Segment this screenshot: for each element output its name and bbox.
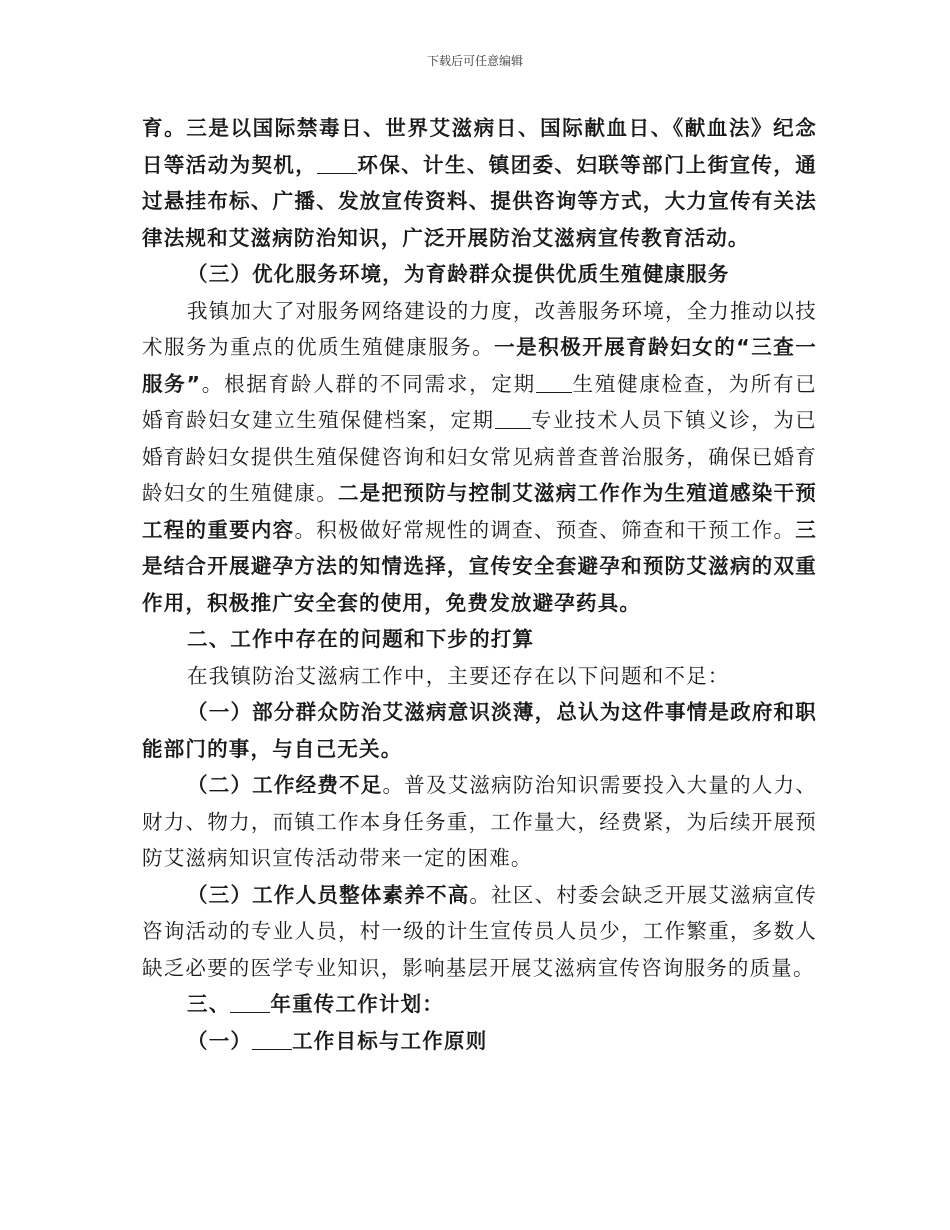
paragraph-problems-intro	[142, 658, 817, 695]
text-segment: 。社区、村委会缺乏开展艾滋病宣传咨询活动的专业人员，村一级的计生宣传员人员少，工作繁重，多数人缺乏必要的医学专业知识，影响基层开展艾滋病宣传咨询服务的质量。	[142, 882, 817, 980]
paragraph-service-network	[142, 293, 817, 622]
text-segment: 专业技术人员下镇义诊，为已婚育龄妇女提供生殖保健咨询和妇女常见病普查普治服务，确保已婚育龄妇女的生殖健康。	[142, 408, 817, 505]
page-header: 下载后可任意编辑	[426, 54, 523, 68]
bold-text-segment: （一）部分群众防治艾滋病意识淡薄，总认为这件事情是政府和职能部门的事，与自己无关。	[142, 700, 817, 761]
fill-in-blank	[536, 372, 572, 393]
paragraph-problem-awareness	[142, 694, 817, 767]
bold-text-segment: 工作目标与工作原则	[292, 1028, 488, 1053]
fill-in-blank	[230, 992, 270, 1013]
fill-in-blank	[317, 153, 357, 174]
text-segment: 。普及艾滋病防治知识需要投入大量的人力、财力、物力，而镇工作本身任务重，工作量大，经费紧，为后续开展预防艾滋病知识宣传活动带来一定的困难。	[142, 773, 817, 870]
bold-text-segment: 三、	[187, 992, 231, 1016]
section-heading-work-plan	[142, 986, 817, 1023]
paragraph-problem-staff	[142, 877, 817, 987]
document-body	[142, 110, 817, 1059]
bold-text-segment: 一是积极开展育龄妇女的“三查一服务”	[142, 335, 817, 396]
text-segment: 。根据育龄人群的不同需求，定期	[201, 371, 536, 396]
text-segment: 。积极做好常规性的调查、预查、筛查和干预工作。	[294, 517, 796, 542]
bold-text-segment: 环保、计生、镇团委、妇联等部门上街宣传，通过悬挂布标、广播、发放宣传资料、提供咨询等方式，大力宣传有关法律法规和艾滋病防治知识，广泛开展防治艾滋病宣传教育活动。	[142, 152, 817, 250]
subsection-heading-goals	[142, 1023, 817, 1060]
fill-in-blank	[252, 1029, 292, 1050]
bold-text-segment: 二、工作中存在的问题和下步的打算	[187, 627, 535, 651]
fill-in-blank	[495, 408, 531, 429]
bold-text-segment: （三）工作人员整体素养不高	[187, 882, 470, 907]
bold-text-segment: （一）	[187, 1028, 253, 1053]
text-segment: 我镇加大了对服务网络建设的力度，改善服务环境，全力推动以技术服务为重点的优质生殖健康服务。	[142, 298, 817, 359]
text-segment: 生殖健康检查，为所有已婚育龄妇女建立生殖保健档案，定期	[142, 371, 818, 432]
paragraph-awareness-activities	[142, 110, 817, 256]
section-heading-problems	[142, 621, 817, 658]
bold-text-segment: 年重传工作计划：	[270, 992, 445, 1016]
bold-text-segment: （二）工作经费不足	[187, 773, 383, 797]
bold-text-segment: 二是把预防与控制艾滋病工作作为生殖道感染干预工程的重要内容	[142, 481, 817, 542]
bold-text-segment: 育。三是以国际禁毒日、世界艾滋病日、国际献血日、《献血法》纪念日等活动为契机，	[142, 116, 817, 177]
section-heading-service-environment	[142, 256, 817, 293]
paragraph-problem-funding	[142, 767, 817, 877]
bold-text-segment: （三）优化服务环境，为育龄群众提供优质生殖健康服务	[187, 262, 730, 286]
bold-text-segment: 三是结合开展避孕方法的知情选择，宣传安全套避孕和预防艾滋病的双重作用，积极推广安全套的使用，免费发放避孕药具。	[142, 517, 817, 615]
text-segment: 在我镇防治艾滋病工作中，主要还存在以下问题和不足：	[187, 663, 730, 688]
